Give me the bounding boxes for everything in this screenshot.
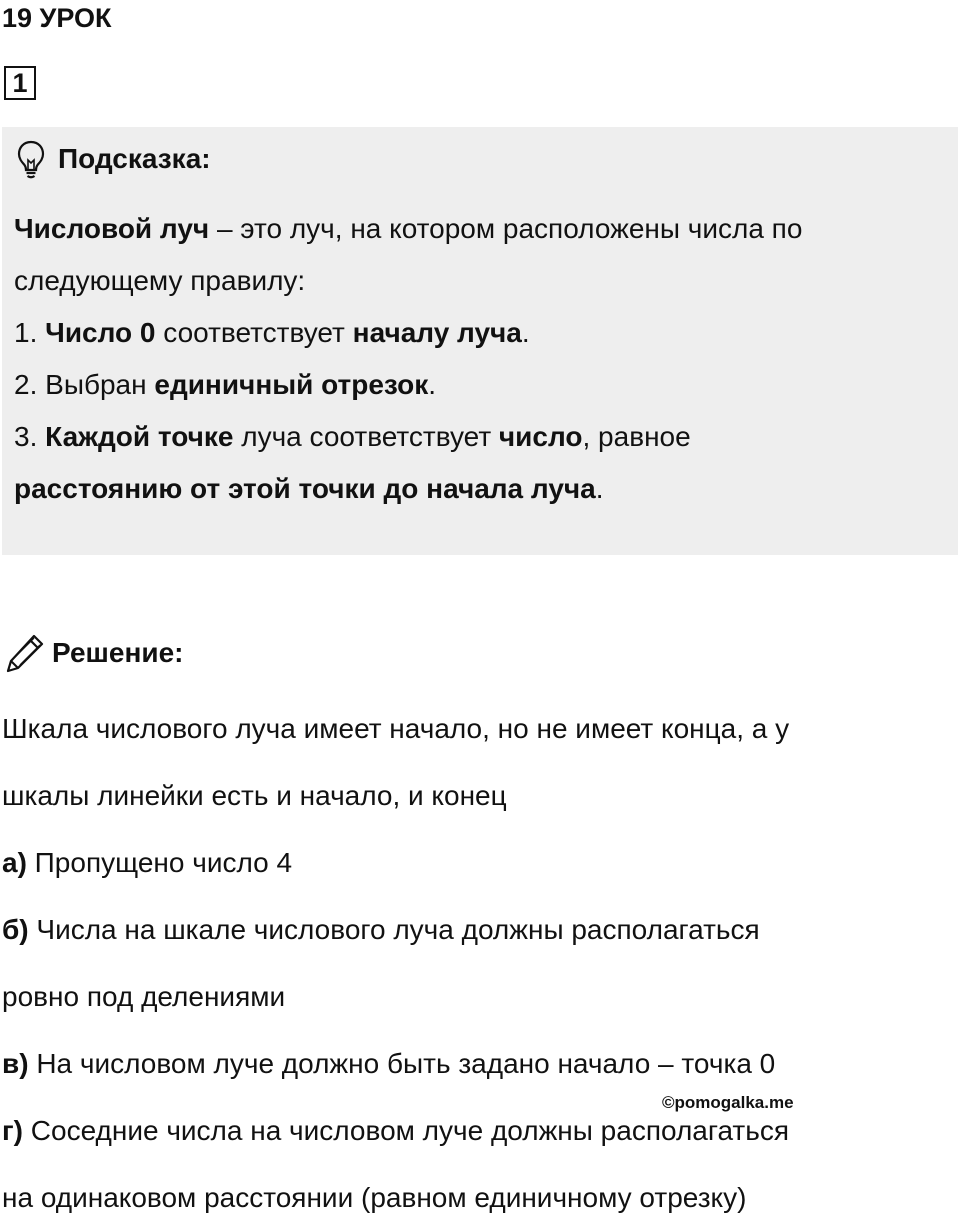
rule-2-bold-1: единичный отрезок xyxy=(154,369,429,400)
answer-g-label: г) xyxy=(2,1115,23,1146)
answer-a-label: а) xyxy=(2,847,27,878)
rule-3-text-2: , равное xyxy=(582,421,691,452)
hint-definition-line xyxy=(14,203,952,255)
answer-b xyxy=(2,896,952,963)
solution-header xyxy=(4,630,183,676)
rule-1-text-1: соответствует xyxy=(155,317,353,348)
rule-2-number: 2. xyxy=(14,369,46,400)
pencil-icon xyxy=(4,632,46,674)
hint-definition-line-2: следующему правилу: xyxy=(14,265,306,296)
answer-b-continued: ровно под делениями xyxy=(2,981,286,1012)
term-number-ray: Числовой луч xyxy=(14,213,210,244)
answer-a xyxy=(2,829,952,896)
lightbulb-icon xyxy=(16,139,46,179)
rule-3-text-1: луча соответствует xyxy=(233,421,499,452)
solution-intro-line-2: шкалы линейки есть и начало, и конец xyxy=(2,780,507,811)
hint-rule-2 xyxy=(14,359,952,411)
answer-g-text: Соседние числа на числовом луче должны располагаться xyxy=(23,1115,789,1146)
rule-3-cont-text: . xyxy=(595,473,604,504)
hint-title: Подсказка: xyxy=(58,143,211,174)
solution-intro-line-1: Шкала числового луча имеет начало, но не имеет конца, а у xyxy=(2,713,790,744)
rule-1-text-2: . xyxy=(521,317,530,348)
answer-v-label: в) xyxy=(2,1048,29,1079)
answer-g xyxy=(2,1097,952,1164)
rule-2-text-1: Выбран xyxy=(45,369,155,400)
rule-3-bold-2: число xyxy=(498,421,583,452)
lesson-title: 19 УРОК xyxy=(2,3,112,33)
hint-text xyxy=(14,203,952,515)
rule-2-text-2: . xyxy=(428,369,437,400)
solution-text xyxy=(2,695,952,1231)
answer-a-text: Пропущено число 4 xyxy=(26,847,293,878)
answer-b-label: б) xyxy=(2,914,29,945)
watermark: ©pomogalka.me xyxy=(662,1093,794,1112)
rule-1-bold-2: началу луча xyxy=(352,317,522,348)
task-number-badge: 1 xyxy=(4,66,36,100)
hint-rule-3 xyxy=(14,411,952,463)
answer-v xyxy=(2,1030,952,1097)
rule-3-number: 3. xyxy=(14,421,46,452)
answer-g-continued: на одинаковом расстоянии (равном единичному отрезку) xyxy=(2,1182,747,1213)
answer-v-text: На числовом луче должно быть задано начало – точка 0 xyxy=(28,1048,776,1079)
solution-title: Решение: xyxy=(52,637,184,668)
hint-box xyxy=(2,127,958,555)
answer-b-text: Числа на шкале числового луча должны располагаться xyxy=(28,914,760,945)
hint-header xyxy=(16,139,211,179)
rule-1-bold-1: Число 0 xyxy=(45,317,156,348)
rule-1-number: 1. xyxy=(14,317,46,348)
hint-rule-1 xyxy=(14,307,952,359)
hint-rule-3-continued xyxy=(14,463,952,515)
rule-3-bold-1: Каждой точке xyxy=(45,421,234,452)
rule-3-cont-bold: расстоянию от этой точки до начала луча xyxy=(14,473,596,504)
definition-text: – это луч, на котором расположены числа по xyxy=(209,213,803,244)
